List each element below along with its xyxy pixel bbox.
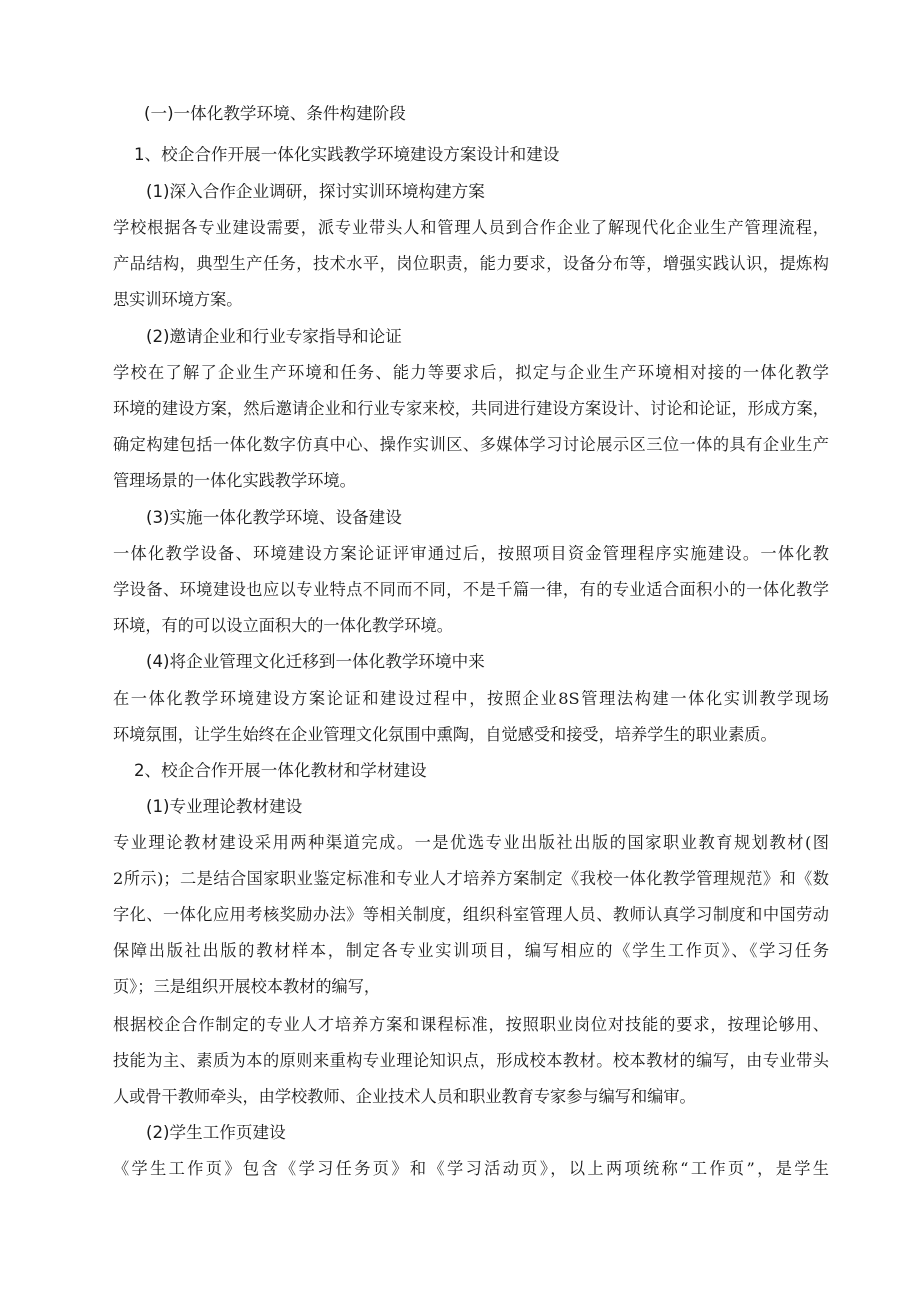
paragraph-line: 页》；三是组织开展校本教材的编写，: [113, 977, 381, 996]
section-1-title: 1、校企合作开展一体化实践教学环境建设方案设计和建设: [134, 145, 560, 164]
paragraph-line: 根据校企合作制定的专业人才培养方案和课程标准，按照职业岗位对技能的要求，按理论够用、: [113, 1015, 829, 1034]
subsection-1-2-title: (2)邀请企业和行业专家指导和论证: [146, 327, 402, 346]
paragraph-line: 管理场景的一体化实践教学环境。: [113, 471, 356, 490]
paragraph-line: 学校根据各专业建设需要，派专业带头人和管理人员到合作企业了解现代化企业生产管理流程，: [113, 218, 829, 237]
paragraph-line: 2所示)；二是结合国家职业鉴定标准和专业人才培养方案制定《我校一体化教学管理规范》和《数: [113, 869, 829, 888]
paragraph-line: 字化、一体化应用考核奖励办法》等相关制度，组织科室管理人员、教师认真学习制度和中国劳动: [113, 905, 829, 924]
paragraph-line: 环境氛围，让学生始终在企业管理文化氛围中熏陶，自觉感受和接受，培养学生的职业素质。: [113, 725, 777, 744]
subsection-2-1-title: (1)专业理论教材建设: [146, 797, 303, 816]
paragraph-line: 产品结构，典型生产任务，技术水平，岗位职责，能力要求，设备分布等，增强实践认识，提炼构: [113, 254, 829, 273]
subsection-1-3-title: (3)实施一体化教学环境、设备建设: [146, 508, 402, 527]
paragraph-line: 学校在了解了企业生产环境和任务、能力等要求后，拟定与企业生产环境相对接的一体化教学: [113, 363, 829, 382]
subsection-2-2-title: (2)学生工作页建设: [146, 1123, 286, 1142]
paragraph-line: 一体化教学设备、环境建设方案论证评审通过后，按照项目资金管理程序实施建设。一体化教: [113, 544, 829, 563]
paragraph-line: 确定构建包括一体化数字仿真中心、操作实训区、多媒体学习讨论展示区三位一体的具有企业生产: [113, 435, 829, 454]
paragraph-line: 人或骨干教师牵头，由学校教师、企业技术人员和职业教育专家参与编写和编审。: [113, 1087, 696, 1106]
paragraph-line: 技能为主、素质为本的原则来重构专业理论知识点，形成校本教材。校本教材的编写，由专业带头: [113, 1051, 829, 1070]
paragraph-line: 学设备、环境建设也应以专业特点不同而不同，不是千篇一律，有的专业适合面积小的一体化教学: [113, 580, 829, 599]
subsection-1-1-title: (1)深入合作企业调研，探讨实训环境构建方案: [146, 182, 485, 201]
paragraph-line: 环境的建设方案，然后邀请企业和行业专家来校，共同进行建设方案设计、讨论和论证，形成方案，: [113, 399, 829, 418]
paragraph-line: 环境，有的可以设立面积大的一体化教学环境。: [113, 616, 453, 635]
paragraph-line: 《学生工作页》包含《学习任务页》和《学习活动页》，以上两项统称“工作页”，是学生: [113, 1159, 829, 1178]
paragraph-line: 保障出版社出版的教材样本，制定各专业实训项目，编写相应的《学生工作页》、《学习任务: [113, 941, 829, 960]
stage-heading: (一)一体化教学环境、条件构建阶段: [144, 104, 406, 123]
paragraph-line: 思实训环境方案。: [113, 290, 243, 309]
section-2-title: 2、校企合作开展一体化教材和学材建设: [134, 761, 427, 780]
paragraph-line: 专业理论教材建设采用两种渠道完成。一是优选专业出版社出版的国家职业教育规划教材(图: [113, 833, 829, 852]
subsection-1-4-title: (4)将企业管理文化迁移到一体化教学环境中来: [146, 652, 485, 671]
paragraph-line: 在一体化教学环境建设方案论证和建设过程中，按照企业8S管理法构建一体化实训教学现场: [113, 689, 829, 708]
